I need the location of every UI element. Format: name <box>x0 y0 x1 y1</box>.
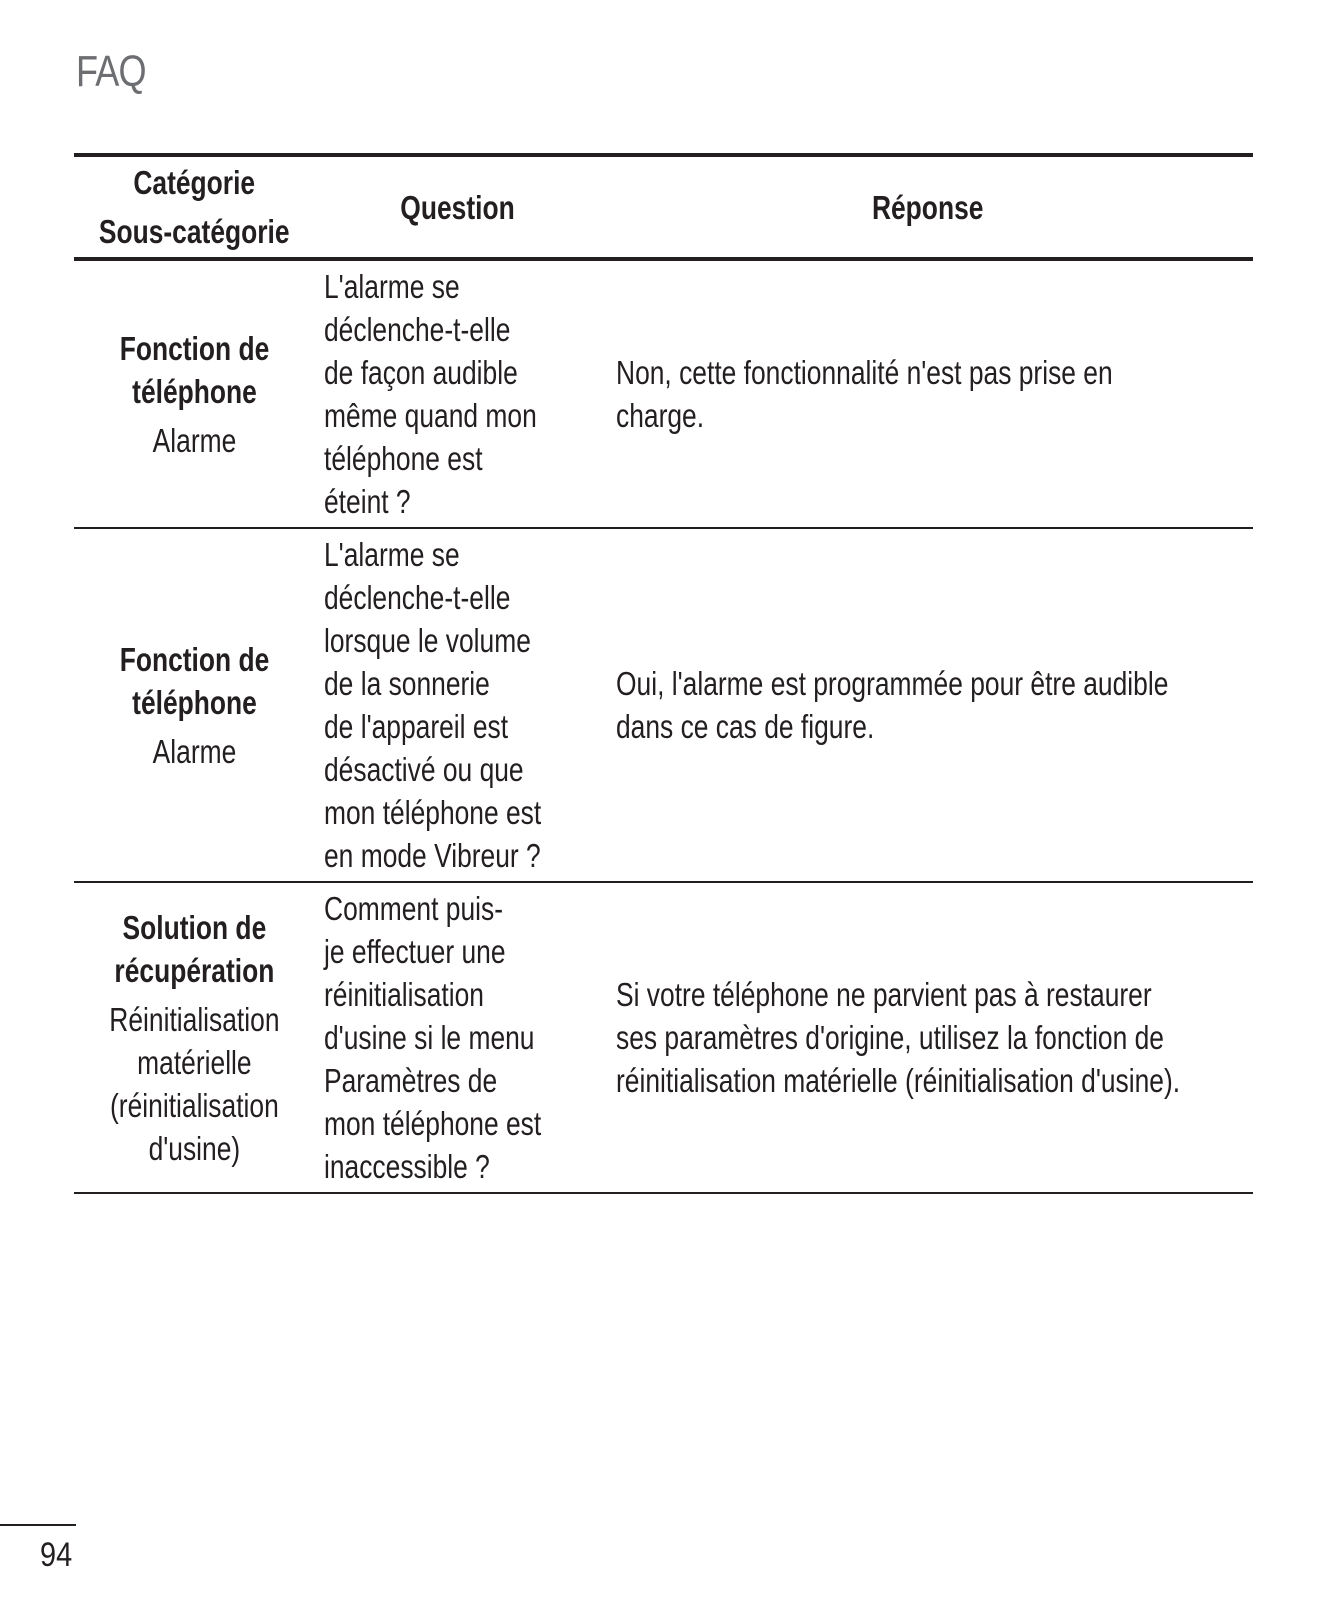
category-label: Fonction de téléphone <box>119 329 269 410</box>
answer-cell <box>602 259 1253 528</box>
category-label: Fonction de téléphone <box>119 640 269 721</box>
category-cell <box>74 882 314 1193</box>
answer-text: Oui, l'alarme est programmée pour être audible dans ce cas de figure. <box>616 665 1169 745</box>
page-number: 94 <box>40 1536 73 1574</box>
answer-cell <box>602 882 1253 1193</box>
table-row <box>74 528 1253 882</box>
table-header-row <box>74 155 1253 259</box>
page-title: FAQ <box>76 47 146 96</box>
table-row <box>74 259 1253 528</box>
question-cell <box>314 882 602 1193</box>
table-row <box>74 882 1253 1193</box>
header-category: Catégorie Sous-catégorie <box>98 164 290 250</box>
answer-text: Si votre téléphone ne parvient pas à restaurer ses paramètres d'origine, utilisez la fonction de réinitialisation matérielle (réinitialisation d'usine). <box>616 976 1181 1099</box>
question-cell <box>314 259 602 528</box>
faq-table <box>74 153 1253 1194</box>
category-cell <box>74 528 314 882</box>
subcategory-label: Réinitialisation matérielle (réinitialisation d'usine) <box>108 1000 280 1167</box>
question-text: L'alarme se déclenche-t-elle de façon audible même quand mon téléphone est éteint ? <box>324 268 537 520</box>
answer-cell <box>602 528 1253 882</box>
footer-rule <box>0 1524 76 1526</box>
category-cell <box>74 259 314 528</box>
subcategory-label: Alarme <box>152 732 236 770</box>
header-question: Question <box>400 188 516 226</box>
header-answer: Réponse <box>871 188 984 226</box>
question-text: L'alarme se déclenche-t-elle lorsque le volume de la sonnerie de l'appareil est désactivé ou que mon téléphone est en mode Vibreur ? <box>324 536 542 874</box>
category-label: Solution de récupération <box>114 908 274 989</box>
question-cell <box>314 528 602 882</box>
subcategory-label: Alarme <box>152 421 236 459</box>
answer-text: Non, cette fonctionnalité n'est pas prise en charge. <box>616 354 1113 434</box>
question-text: Comment puis- je effectuer une réinitialisation d'usine si le menu Paramètres de mon téléphone est inaccessible ? <box>324 890 542 1185</box>
